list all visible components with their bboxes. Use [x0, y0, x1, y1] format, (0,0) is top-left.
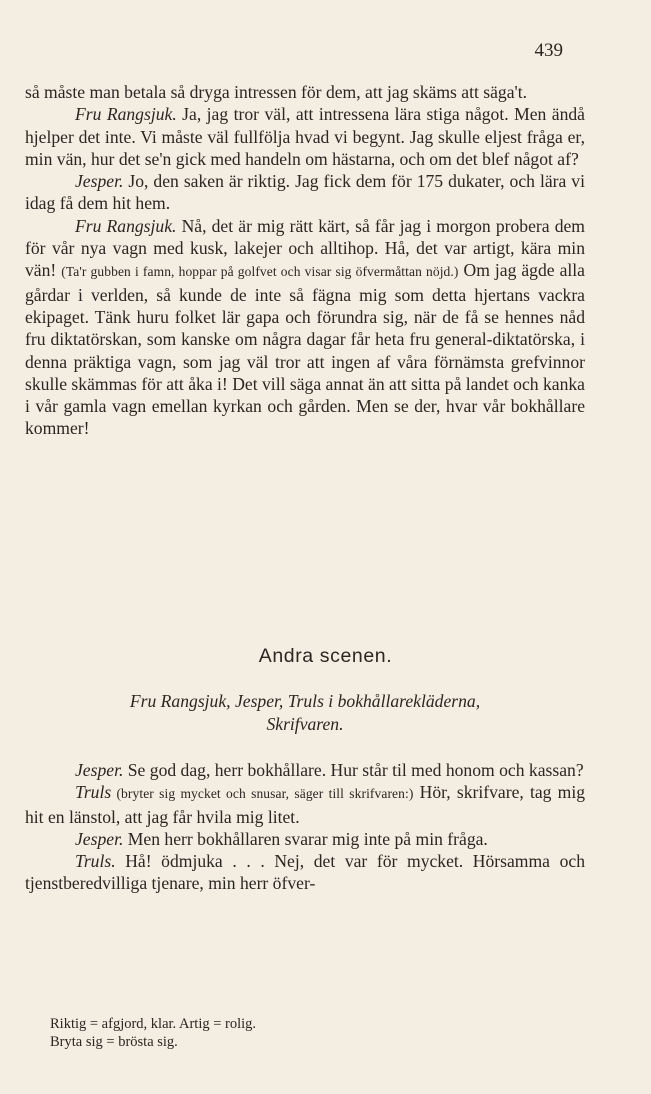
speaker-name: Jesper. [75, 760, 124, 780]
dialogue-text: Jo, den saken är riktig. Jag fick dem för 175 dukater, och lära vi idag få dem hit hem. [25, 171, 585, 214]
paragraph-truls-1 [25, 781, 585, 828]
dialogue-block-1 [25, 81, 585, 440]
speaker-name: Jesper. [75, 171, 124, 192]
paragraph-jesper-1 [25, 170, 585, 215]
dialogue-text: Om jag ägde alla gårdar i verlden, så kunde de inte så fägna mig som detta hjertans vackra ekipaget. Tänk huru folket lär gapa och förundra sig, när de få se hennes nåd fru diktatörskan, som kanske om några dagar får heta fru general-diktatörska, i denna präktiga vagn, som jag väl tror att ingen af våra förnämsta grefvinnor skulle skämmas för att åka i! Det vill säga annat än att sitta på landet och kanka i vår gamla vagn emellan kyrkan och gården. Men se der, hvar vår bokhållare kommer! [25, 260, 585, 439]
page-number: 439 [534, 40, 563, 61]
dialogue-text: Ja, jag tror väl, att intressena lära stiga något. Men ändå hjelper det inte. Vi måste väl fullfölja hvad vi begynt. Jag skulle eljest fråga er, min vän, hur det se'n gick med handeln om hästarna, och om det blef något af? [25, 104, 585, 169]
footnote-line: Bryta sig = brösta sig. [50, 1033, 178, 1050]
speaker-name: Fru Rangsjuk. [75, 215, 177, 236]
paragraph-jesper-3 [25, 828, 585, 850]
scene-heading: Andra scenen. [258, 645, 393, 667]
dialogue-text: Se god dag, herr bokhållare. Hur står til med honom och kassan? [123, 760, 584, 780]
dialogue-block-2 [25, 759, 585, 895]
speaker-name: Fru Rangsjuk. [75, 104, 177, 125]
paragraph-truls-2 [25, 850, 585, 895]
footnote-line: Riktig = afgjord, klar. Artig = rolig. [50, 1016, 257, 1032]
paragraph-jesper-2 [25, 759, 585, 781]
stage-direction: (bryter sig mycket och snusar, säger till skrifvaren:) [111, 786, 414, 802]
cast-line: Fru Rangsjuk, Jesper, Truls i bokhållarekläderna, [129, 691, 481, 711]
speaker-name: Jesper. [75, 828, 124, 849]
cast-line: Skrifvaren. [266, 713, 344, 734]
paragraph-fru-rangsjuk-1 [25, 103, 585, 170]
dialogue-text: Nå, det är mig rätt kärt, så får jag i morgon probera dem för vår nya vagn med kusk, lakejer och alltihop. Hå, det var artigt, kära min vän! [25, 215, 585, 281]
paragraph-continuation [25, 81, 585, 103]
paragraph-text: så måste man betala så dryga intressen för dem, att jag skäms att säga't. [25, 82, 527, 102]
speaker-name: Truls. [75, 851, 116, 872]
dialogue-text: Hå! ödmjuka . . . Nej, det var för mycket. Hörsamma och tjenstberedvilliga tjenare, min herr öfver- [25, 851, 585, 894]
dialogue-text: Hör, skrifvare, tag mig hit en länstol, att jag får hvila mig litet. [25, 782, 586, 827]
cast-list [25, 690, 585, 735]
stage-direction: (Ta'r gubben i famn, hoppar på golfvet och visar sig öfvermåttan nöjd.) [61, 264, 459, 280]
dialogue-text: Men herr bokhållaren svarar mig inte på min fråga. [123, 828, 488, 849]
footnotes [50, 1016, 570, 1051]
speaker-name: Truls [75, 782, 112, 803]
paragraph-fru-rangsjuk-2 [25, 215, 585, 440]
